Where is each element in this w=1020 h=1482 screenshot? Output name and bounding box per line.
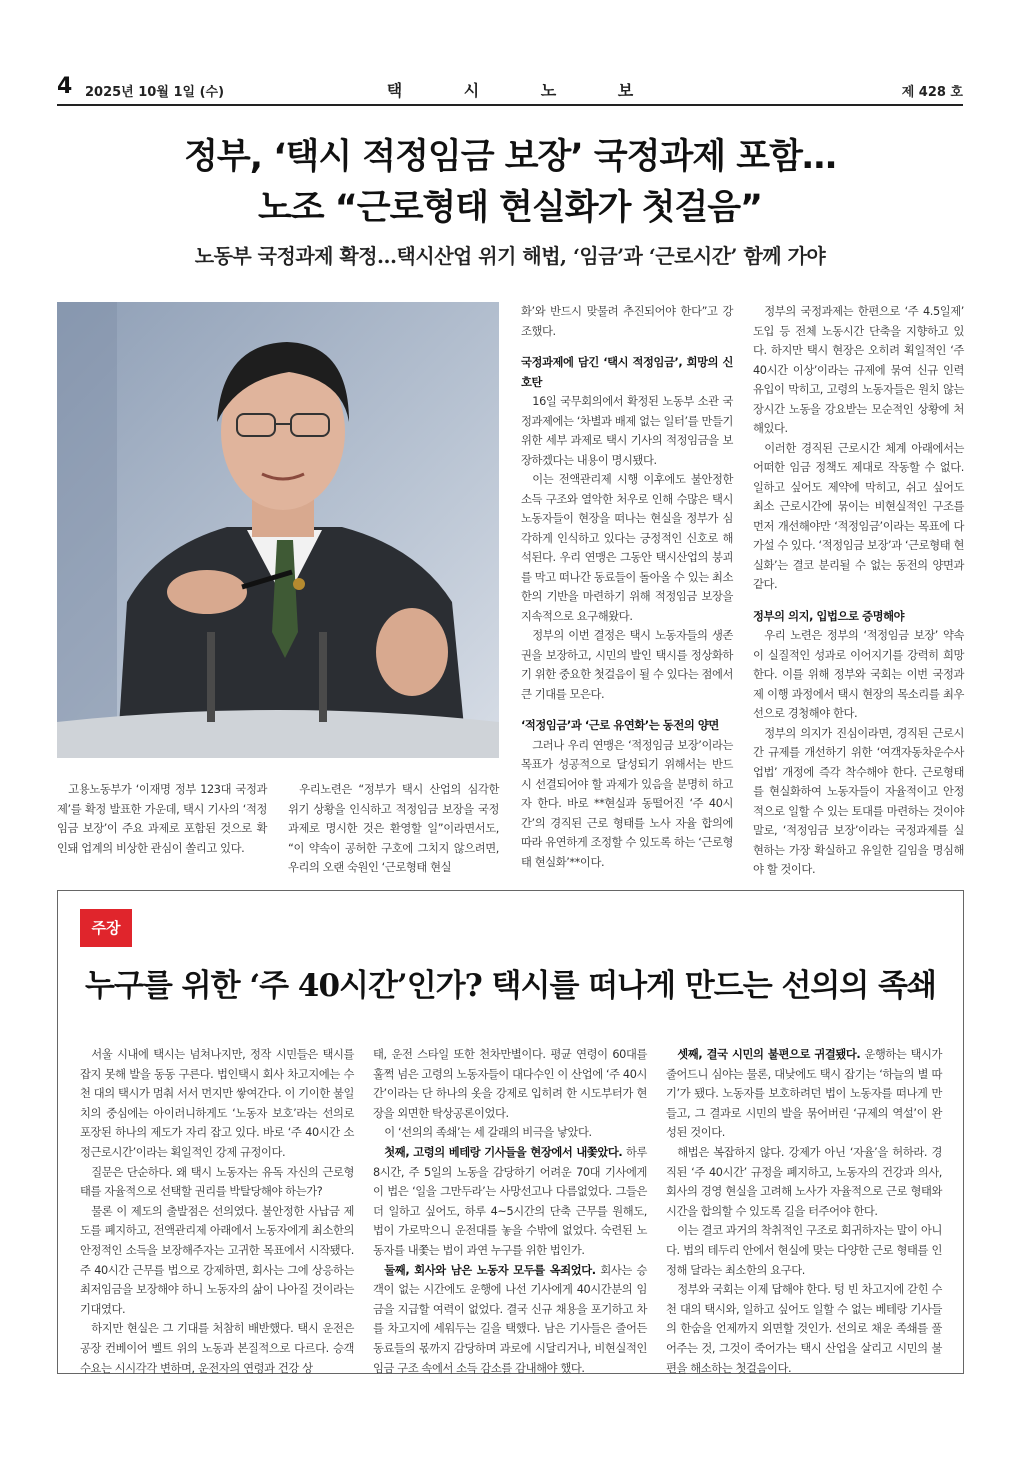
article-subheading: ‘적정임금’과 ‘근로 유연화’는 동전의 양면 (521, 719, 719, 732)
article-paragraph: 우리노련은 “정부가 택시 산업의 심각한 위기 상황을 인식하고 적정임금 보장을 국정과제로 명시한 것은 환영할 일”이라면서도, “이 약속이 공허한 구호에 그치지 않으려면, 우리의 오랜 숙원인 ‘근로형태 현실 (288, 783, 499, 874)
article-paragraph: 이는 전액관리제 시행 이후에도 불안정한 소득 구조와 열악한 처우로 인해 수많은 택시 노동자들이 현장을 떠나는 현실을 정부가 심각하게 인식하고 있다는 긍정적인 신호로 해석된다. 우리 연맹은 그동안 택시산업의 붕괴를 막고 떠나간 동료들이 돌아올 수 있는 최소한의 기반을 마련하기 위해 적정임금 보장을 지속적으로 요구해왔다. (521, 473, 733, 623)
opinion-paragraph: 질문은 단순하다. 왜 택시 노동자는 유독 자신의 근로형태를 자율적으로 선택할 권리를 박탈당해야 하는가? (80, 1165, 354, 1199)
article-column-3 (753, 302, 964, 880)
opinion-column-3 (666, 1045, 942, 1378)
article-paragraph: 정부의 이번 결정은 택시 노동자들의 생존권을 보장하고, 시민의 발인 택시를 정상화하기 위한 중요한 첫걸음이 될 수 있다는 점에서 큰 기대를 모은다. (521, 629, 733, 701)
page-header (57, 76, 963, 104)
issue-date: 2025년 10월 1일 (수) (85, 85, 225, 100)
opinion-paragraph: 하지만 현실은 그 기대를 처참히 배반했다. 택시 운전은 공장 컨베이어 벨트 위의 노동과 본질적으로 다르다. 승객 수요는 시시각각 변하며, 운전자의 연령과 건강 상 (80, 1322, 354, 1375)
article-paragraph: 이러한 경직된 근로시간 체계 아래에서는 어떠한 임금 정책도 제대로 작동할 수 없다. 일하고 싶어도 제약에 막히고, 쉬고 싶어도 최소 근로시간에 묶이는 비현실적인 구조를 먼저 개선해야만 ‘적정임금’이라는 목표에 다가설 수 있다. ‘적정임금 보장’과 ‘근로형태 현실화’는 결코 분리될 수 없는 동전의 양면과 같다. (753, 441, 964, 591)
headline-line-1: 정부, ‘택시 적정임금 보장’ 국정과제 포함… (184, 137, 836, 177)
article-column-2 (521, 302, 733, 872)
article-paragraph: 그러나 우리 연맹은 ‘적정임금 보장’이라는 목표가 성공적으로 달성되기 위해서는 반드시 선결되어야 할 과제가 있음을 분명히 하고자 한다. 바로 **현실과 동떨어진 ‘주 40시간’의 경직된 근로 형태를 노사 자율 합의에 따라 유연하게 조정할 수 있도록 하는 ‘근로형태 현실화’**이다. (521, 738, 733, 869)
article-paragraph: 정부의 의지가 진심이라면, 경직된 근로시간 규제를 개선하기 위한 ‘여객자동차운수사업법’ 개정에 즉각 착수해야 한다. 근로형태를 현실화하여 노동자들이 자율적이고 안정적으로 일할 수 있는 토대를 마련하는 것이야말로, ‘적정임금 보장’이라는 국정과제를 실현하는 가장 확실하고 유일한 길임을 명심해야 할 것이다. (753, 726, 964, 876)
opinion-bold-lead: 둘째, 회사와 남은 노동자 모두를 옥죄었다. (384, 1263, 596, 1277)
opinion-bold-lead: 첫째, 고령의 베테랑 기사들을 현장에서 내쫓았다. (384, 1145, 623, 1159)
opinion-title: 누구를 위한 ‘주 40시간’인가? 택시를 떠나게 만드는 선의의 족쇄 (85, 968, 936, 1004)
article-paragraph: 16일 국무회의에서 확정된 노동부 소관 국정과제에는 ‘차별과 배제 없는 일터’를 만들기 위한 세부 과제로 택시 기사의 적정임금을 보장하겠다는 내용이 명시됐다. (521, 395, 733, 467)
issue-number: 제 428 호 (901, 85, 963, 100)
article-paragraph: 우리 노련은 정부의 ‘적정임금 보장’ 약속이 실질적인 성과로 이어지기를 강력히 희망한다. 이를 위해 정부와 국회는 이번 국정과제 이행 과정에서 택시 현장의 목소리를 최우선으로 경청해야 한다. (753, 629, 964, 720)
photo-caption: 고용노동부가 ‘이재명 정부 123대 국정과제’를 확정 발표한 가운데, 택시 기사의 ‘적정임금 보장’이 주요 과제로 포함된 것으로 확인돼 업계의 비상한 관심이 쏠리고 있다. (57, 783, 267, 855)
opinion-column-2 (373, 1045, 647, 1378)
opinion-paragraph: 해법은 복잡하지 않다. 강제가 아닌 ‘자율’을 허하라. 경직된 ‘주 40시간’ 규정을 폐지하고, 노동자의 건강과 의사, 회사의 경영 현실을 고려해 노사가 자율적으로 근로 형태와 시간을 합의할 수 있도록 길을 터주어야 한다. (666, 1145, 942, 1218)
article-paragraph: 화’와 반드시 맞물려 추진되어야 한다”고 강조했다. (521, 305, 733, 338)
opinion-paragraph: 태, 운전 스타일 또한 천차만별이다. 평균 연령이 60대를 훌쩍 넘은 고령의 노동자들이 대다수인 이 산업에 ‘주 40시간’이라는 단 하나의 옷을 강제로 입히려 한 시도부터가 현장을 외면한 탁상공론이었다. (373, 1048, 647, 1120)
header-rule (57, 104, 963, 106)
article-subheading: 정부의 의지, 입법으로 증명해야 (753, 609, 905, 623)
article-column-1 (288, 780, 499, 878)
opinion-paragraph: 물론 이 제도의 출발점은 선의였다. 불안정한 사납금 제도를 폐지하고, 전액관리제 아래에서 노동자에게 최소한의 안정적인 소득을 보장해주자는 고귀한 목표에서 시작됐다. 주 40시간 근무를 법으로 강제하면, 회사는 그에 상응하는 최저임금을 보장해야 하니 노동자의 삶이 나아질 것이라는 기대였다. (80, 1204, 354, 1316)
opinion-paragraph: 이는 결코 과거의 착취적인 구조로 회귀하자는 말이 아니다. 법의 테두리 안에서 현실에 맞는 다양한 근로 형태를 인정해 달라는 최소한의 요구다. (666, 1224, 942, 1277)
article-photo (57, 302, 499, 758)
opinion-paragraph: 셋째, 결국 시민의 불편으로 귀결됐다. 운행하는 택시가 줄어드니 심야는 물론, 대낮에도 택시 잡기는 ‘하늘의 별 따기’가 됐다. 노동자를 보호하려던 법이 노동자를 떠나게 만들고, 그 결과로 시민의 발을 묶어버린 ‘규제의 역설’이 완성된 것이다. (666, 1048, 942, 1140)
newspaper-name: 택 시 노 보 (386, 81, 662, 100)
main-headline (57, 132, 963, 234)
article-paragraph: 정부의 국정과제는 한편으로 ‘주 4.5일제’ 도입 등 전체 노동시간 단축을 지향하고 있다. 하지만 택시 현장은 오히려 획일적인 ‘주 40시간 이상’이라는 규제에 묶여 신규 인력 유입이 막히고, 고령의 노동자들은 원치 않는 장시간 노동을 강요받는 모순적인 상황에 처해있다. (753, 305, 964, 435)
opinion-column-1 (80, 1045, 354, 1378)
article-subheading: 국정과제에 담긴 ‘택시 적정임금’, 희망의 신호탄 (521, 356, 733, 389)
opinion-tag: 주장 (80, 909, 132, 947)
opinion-paragraph: 이 ‘선의의 족쇄’는 세 갈래의 비극을 낳았다. (384, 1126, 592, 1140)
opinion-bold-lead: 셋째, 결국 시민의 불편으로 귀결됐다. (677, 1048, 861, 1061)
opinion-paragraph: 정부와 국회는 이제 답해야 한다. 텅 빈 차고지에 갇힌 수천 대의 택시와, 일하고 싶어도 일할 수 없는 베테랑 기사들의 한숨을 언제까지 외면할 것인가. 선의로 채운 족쇄를 풀어주는 것, 그것이 죽어가는 택시 산업을 살리고 시민의 불편을 해소하는 첫걸음이다. (666, 1283, 942, 1375)
page-number: 4 (57, 74, 73, 99)
sub-headline: 노동부 국정과제 확정…택시산업 위기 해법, ‘임금’과 ‘근로시간’ 함께 가야 (194, 244, 826, 268)
headline-line-2: 노조 “근로형태 현실화가 첫걸음” (257, 188, 763, 228)
opinion-paragraph: 서울 시내에 택시는 넘쳐나지만, 정작 시민들은 택시를 잡지 못해 발을 동동 구른다. 법인택시 회사 차고지에는 수천 대의 택시가 멈춰 서서 먼지만 쌓여간다. 이 기이한 불일치의 중심에는 아이러니하게도 ‘노동자 보호’라는 선의로 포장된 하나의 제도가 자리 잡고 있다. 바로 ‘주 40시간 소정근로시간’이라는 획일적인 강제 규정이다. (80, 1048, 354, 1159)
opinion-paragraph: 첫째, 고령의 베테랑 기사들을 현장에서 내쫓았다. 하루 8시간, 주 5일의 노동을 감당하기 어려운 70대 기사에게 이 법은 ‘일을 그만두라’는 사망선고나 다름없었다. 그들은 더 일하고 싶어도, 하루 4~5시간의 단축 근무를 원해도, 법이 가로막으니 운전대를 놓을 수밖에 없었다. 숙련된 노동자를 내쫓는 법이 과연 누구를 위한 법인가. (373, 1145, 647, 1257)
opinion-paragraph: 둘째, 회사와 남은 노동자 모두를 옥죄었다. 회사는 승객이 없는 시간에도 운행에 나선 기사에게 40시간분의 임금을 지급할 여력이 없었다. 결국 신규 채용을 포기하고 차를 차고지에 세워두는 길을 택했다. 남은 기사들은 줄어든 동료들의 몫까지 감당하며 과로에 시달리거나, 비현실적인 임금 구조 속에서 소득 감소를 감내해야 했다. (373, 1263, 648, 1375)
